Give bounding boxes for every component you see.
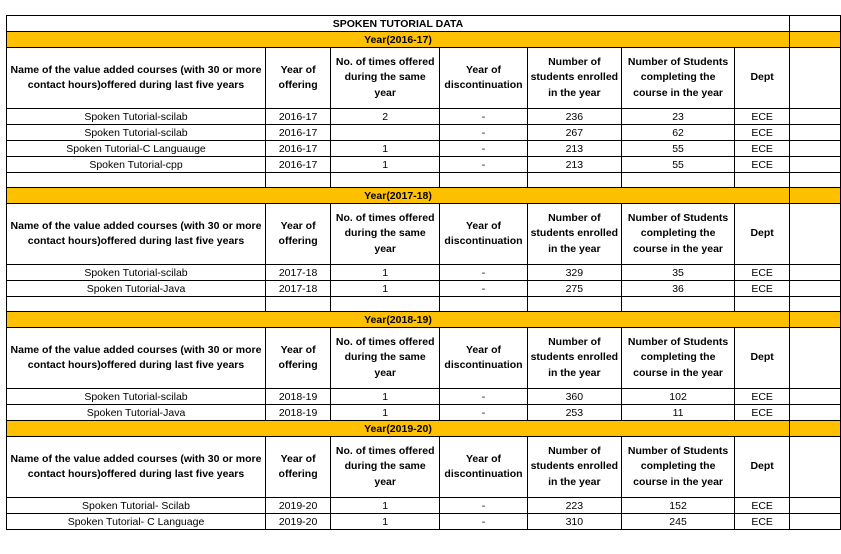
empty-cell bbox=[527, 173, 621, 188]
empty-cell bbox=[789, 437, 840, 498]
empty-cell bbox=[7, 297, 266, 312]
header-course-name: Name of the value added courses (with 30 or more contact hours)offered during last five years bbox=[7, 204, 266, 265]
header-times-offered: No. of times offered during the same year bbox=[331, 48, 440, 109]
empty-cell bbox=[440, 173, 528, 188]
discontinuation-cell: - bbox=[440, 389, 528, 405]
times-offered-cell: 1 bbox=[331, 405, 440, 421]
column-header-row bbox=[7, 437, 841, 498]
title-row bbox=[7, 16, 841, 32]
dept-cell: ECE bbox=[735, 157, 790, 173]
dept-cell: ECE bbox=[735, 498, 790, 514]
times-offered-cell: 1 bbox=[331, 281, 440, 297]
header-students-enrolled: Number of students enrolled in the year bbox=[527, 204, 621, 265]
times-offered-cell: 1 bbox=[331, 157, 440, 173]
students-enrolled-cell: 223 bbox=[527, 498, 621, 514]
year-band-row bbox=[7, 32, 841, 48]
year-of-offering-cell: 2018-19 bbox=[266, 405, 331, 421]
discontinuation-cell: - bbox=[440, 125, 528, 141]
empty-cell bbox=[789, 173, 840, 188]
empty-cell bbox=[789, 405, 840, 421]
header-students-enrolled: Number of students enrolled in the year bbox=[527, 437, 621, 498]
empty-cell bbox=[331, 297, 440, 312]
empty-cell bbox=[789, 498, 840, 514]
discontinuation-cell: - bbox=[440, 498, 528, 514]
year-band-label: Year(2018-19) bbox=[7, 312, 790, 328]
dept-cell: ECE bbox=[735, 109, 790, 125]
empty-cell bbox=[789, 297, 840, 312]
times-offered-cell bbox=[331, 125, 440, 141]
year-band-empty bbox=[789, 421, 840, 437]
students-enrolled-cell: 267 bbox=[527, 125, 621, 141]
empty-cell bbox=[789, 48, 840, 109]
dept-cell: ECE bbox=[735, 265, 790, 281]
empty-cell bbox=[789, 141, 840, 157]
dept-cell: ECE bbox=[735, 389, 790, 405]
header-year-of-offering: Year of offering bbox=[266, 328, 331, 389]
empty-cell bbox=[331, 173, 440, 188]
table-row bbox=[7, 281, 841, 297]
header-year-of-offering: Year of offering bbox=[266, 204, 331, 265]
header-course-name: Name of the value added courses (with 30 or more contact hours)offered during last five years bbox=[7, 328, 266, 389]
times-offered-cell: 1 bbox=[331, 141, 440, 157]
spacer-row bbox=[7, 297, 841, 312]
students-completing-cell: 62 bbox=[621, 125, 734, 141]
header-dept: Dept bbox=[735, 437, 790, 498]
times-offered-cell: 1 bbox=[331, 514, 440, 530]
students-completing-cell: 55 bbox=[621, 157, 734, 173]
empty-cell bbox=[789, 109, 840, 125]
header-times-offered: No. of times offered during the same year bbox=[331, 328, 440, 389]
course-name-cell: Spoken Tutorial-Java bbox=[7, 281, 266, 297]
students-enrolled-cell: 360 bbox=[527, 389, 621, 405]
table-row bbox=[7, 109, 841, 125]
discontinuation-cell: - bbox=[440, 405, 528, 421]
dept-cell: ECE bbox=[735, 405, 790, 421]
year-band-empty bbox=[789, 32, 840, 48]
year-of-offering-cell: 2017-18 bbox=[266, 281, 331, 297]
table-row bbox=[7, 265, 841, 281]
students-completing-cell: 55 bbox=[621, 141, 734, 157]
table-row bbox=[7, 514, 841, 530]
header-times-offered: No. of times offered during the same year bbox=[331, 437, 440, 498]
header-year-of-discontinuation: Year of discontinuation bbox=[440, 328, 528, 389]
course-name-cell: Spoken Tutorial-scilab bbox=[7, 109, 266, 125]
dept-cell: ECE bbox=[735, 125, 790, 141]
header-students-enrolled: Number of students enrolled in the year bbox=[527, 48, 621, 109]
table-row bbox=[7, 125, 841, 141]
year-of-offering-cell: 2016-17 bbox=[266, 125, 331, 141]
dept-cell: ECE bbox=[735, 514, 790, 530]
empty-cell bbox=[527, 297, 621, 312]
table-row bbox=[7, 141, 841, 157]
empty-cell bbox=[266, 297, 331, 312]
empty-cell bbox=[789, 157, 840, 173]
students-enrolled-cell: 213 bbox=[527, 157, 621, 173]
course-name-cell: Spoken Tutorial- C Language bbox=[7, 514, 266, 530]
course-name-cell: Spoken Tutorial-C Languauge bbox=[7, 141, 266, 157]
empty-cell bbox=[789, 281, 840, 297]
times-offered-cell: 2 bbox=[331, 109, 440, 125]
discontinuation-cell: - bbox=[440, 141, 528, 157]
year-of-offering-cell: 2016-17 bbox=[266, 157, 331, 173]
empty-cell bbox=[789, 16, 840, 32]
header-year-of-offering: Year of offering bbox=[266, 437, 331, 498]
header-students-completing: Number of Students completing the course in the year bbox=[621, 204, 734, 265]
header-course-name: Name of the value added courses (with 30 or more contact hours)offered during last five years bbox=[7, 48, 266, 109]
students-completing-cell: 245 bbox=[621, 514, 734, 530]
empty-cell bbox=[789, 125, 840, 141]
column-header-row bbox=[7, 48, 841, 109]
discontinuation-cell: - bbox=[440, 514, 528, 530]
course-name-cell: Spoken Tutorial- Scilab bbox=[7, 498, 266, 514]
students-enrolled-cell: 213 bbox=[527, 141, 621, 157]
year-of-offering-cell: 2017-18 bbox=[266, 265, 331, 281]
empty-cell bbox=[440, 297, 528, 312]
students-enrolled-cell: 329 bbox=[527, 265, 621, 281]
empty-cell bbox=[789, 328, 840, 389]
year-of-offering-cell: 2019-20 bbox=[266, 498, 331, 514]
header-year-of-discontinuation: Year of discontinuation bbox=[440, 437, 528, 498]
year-of-offering-cell: 2016-17 bbox=[266, 141, 331, 157]
header-year-of-discontinuation: Year of discontinuation bbox=[440, 48, 528, 109]
year-band-row bbox=[7, 188, 841, 204]
students-completing-cell: 36 bbox=[621, 281, 734, 297]
header-dept: Dept bbox=[735, 204, 790, 265]
table-row bbox=[7, 157, 841, 173]
students-enrolled-cell: 310 bbox=[527, 514, 621, 530]
header-students-completing: Number of Students completing the course in the year bbox=[621, 48, 734, 109]
empty-cell bbox=[789, 204, 840, 265]
empty-cell bbox=[735, 173, 790, 188]
students-enrolled-cell: 253 bbox=[527, 405, 621, 421]
students-completing-cell: 152 bbox=[621, 498, 734, 514]
empty-cell bbox=[266, 173, 331, 188]
course-name-cell: Spoken Tutorial-scilab bbox=[7, 265, 266, 281]
year-band-label: Year(2019-20) bbox=[7, 421, 790, 437]
discontinuation-cell: - bbox=[440, 265, 528, 281]
empty-cell bbox=[7, 173, 266, 188]
header-year-of-discontinuation: Year of discontinuation bbox=[440, 204, 528, 265]
header-students-completing: Number of Students completing the course in the year bbox=[621, 437, 734, 498]
table-row bbox=[7, 498, 841, 514]
course-name-cell: Spoken Tutorial-scilab bbox=[7, 125, 266, 141]
discontinuation-cell: - bbox=[440, 281, 528, 297]
empty-cell bbox=[621, 173, 734, 188]
header-dept: Dept bbox=[735, 328, 790, 389]
students-completing-cell: 35 bbox=[621, 265, 734, 281]
header-students-completing: Number of Students completing the course in the year bbox=[621, 328, 734, 389]
empty-cell bbox=[735, 297, 790, 312]
spoken-tutorial-table bbox=[6, 15, 841, 530]
discontinuation-cell: - bbox=[440, 157, 528, 173]
table-row bbox=[7, 389, 841, 405]
column-header-row bbox=[7, 204, 841, 265]
year-of-offering-cell: 2018-19 bbox=[266, 389, 331, 405]
year-band-empty bbox=[789, 188, 840, 204]
year-of-offering-cell: 2019-20 bbox=[266, 514, 331, 530]
column-header-row bbox=[7, 328, 841, 389]
header-course-name: Name of the value added courses (with 30 or more contact hours)offered during last five years bbox=[7, 437, 266, 498]
students-enrolled-cell: 275 bbox=[527, 281, 621, 297]
sheet-title: SPOKEN TUTORIAL DATA bbox=[7, 16, 790, 32]
table-body bbox=[7, 16, 841, 530]
empty-cell bbox=[789, 389, 840, 405]
times-offered-cell: 1 bbox=[331, 498, 440, 514]
year-band-row bbox=[7, 312, 841, 328]
spacer-row bbox=[7, 173, 841, 188]
header-times-offered: No. of times offered during the same year bbox=[331, 204, 440, 265]
students-completing-cell: 102 bbox=[621, 389, 734, 405]
year-of-offering-cell: 2016-17 bbox=[266, 109, 331, 125]
year-band-row bbox=[7, 421, 841, 437]
table-row bbox=[7, 405, 841, 421]
students-completing-cell: 11 bbox=[621, 405, 734, 421]
empty-cell bbox=[621, 297, 734, 312]
empty-cell bbox=[789, 514, 840, 530]
header-year-of-offering: Year of offering bbox=[266, 48, 331, 109]
year-band-label: Year(2016-17) bbox=[7, 32, 790, 48]
times-offered-cell: 1 bbox=[331, 389, 440, 405]
dept-cell: ECE bbox=[735, 281, 790, 297]
year-band-empty bbox=[789, 312, 840, 328]
course-name-cell: Spoken Tutorial-Java bbox=[7, 405, 266, 421]
dept-cell: ECE bbox=[735, 141, 790, 157]
students-completing-cell: 23 bbox=[621, 109, 734, 125]
header-dept: Dept bbox=[735, 48, 790, 109]
course-name-cell: Spoken Tutorial-cpp bbox=[7, 157, 266, 173]
discontinuation-cell: - bbox=[440, 109, 528, 125]
empty-cell bbox=[789, 265, 840, 281]
year-band-label: Year(2017-18) bbox=[7, 188, 790, 204]
course-name-cell: Spoken Tutorial-scilab bbox=[7, 389, 266, 405]
header-students-enrolled: Number of students enrolled in the year bbox=[527, 328, 621, 389]
times-offered-cell: 1 bbox=[331, 265, 440, 281]
students-enrolled-cell: 236 bbox=[527, 109, 621, 125]
